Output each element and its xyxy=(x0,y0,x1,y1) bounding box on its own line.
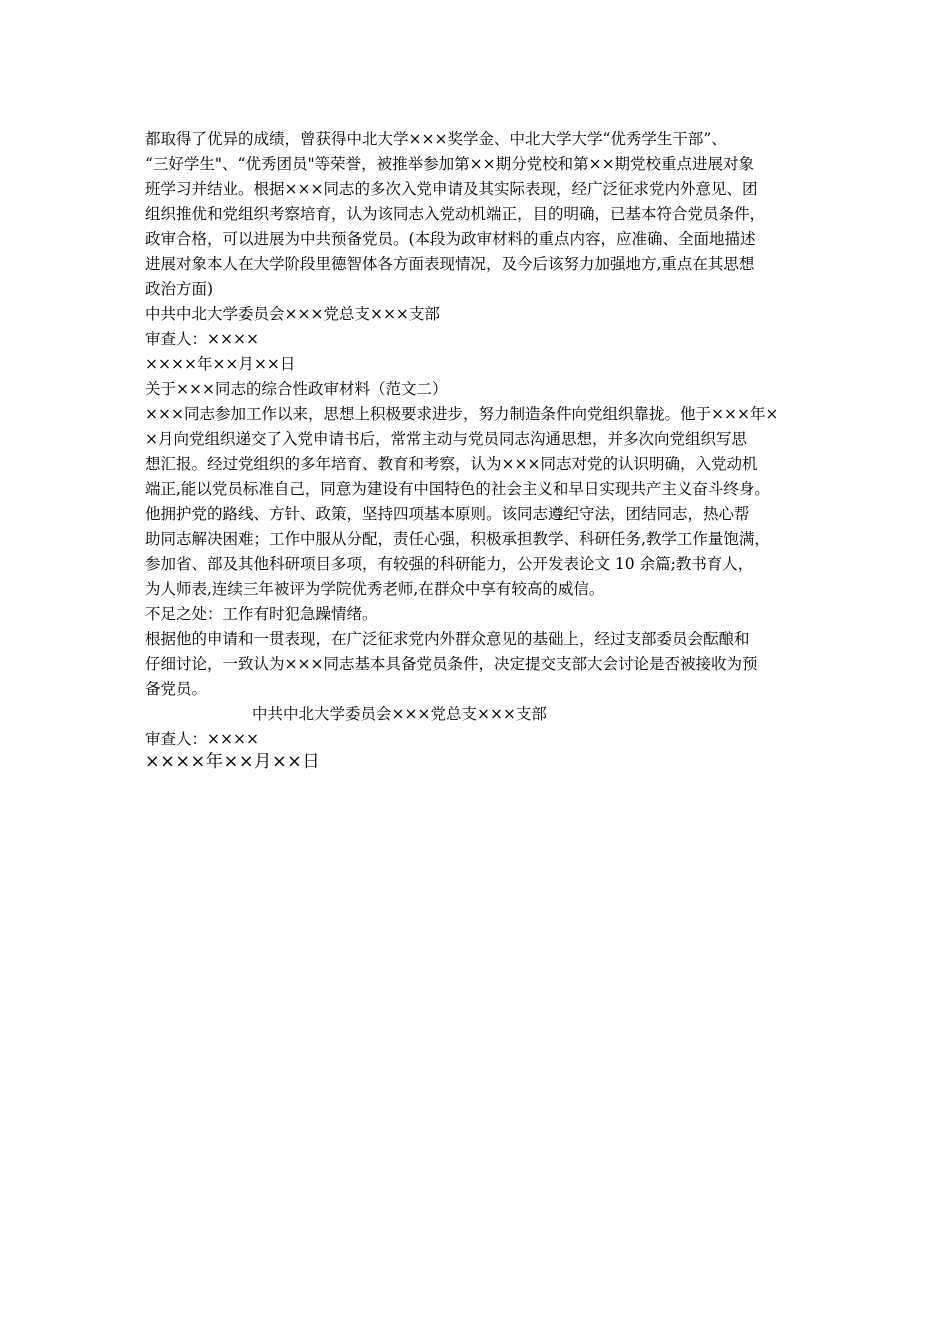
section-title: 关于×××同志的综合性政审材料（范文二） xyxy=(145,380,448,398)
date-line-2: ××××年××月××日 xyxy=(145,752,321,772)
paragraph-line-2: “三好学生"、“优秀团员"等荣誉，被推举参加第××期分党校和第××期党校重点进展对象 xyxy=(145,155,755,173)
paragraph-line-4: 组织推优和党组织考察培育，认为该同志入党动机端正，目的明确，已基本符合党员条件， xyxy=(145,205,766,223)
paragraph-line-5: 政审合格，可以进展为中共预备党员。(本段为政审材料的重点内容，应准确、全面地描述 xyxy=(145,230,756,248)
conclusion-line-1: 根据他的申请和一贯表现，在广泛征求党内外群众意见的基础上，经过支部委员会酝酿和 xyxy=(145,630,750,648)
body-line-5: 他拥护党的路线、方针、政策，坚持四项基本原则。该同志遵纪守法，团结同志，热心帮 xyxy=(145,505,750,523)
reviewer-line-2: 审查人：×××× xyxy=(145,730,259,748)
body-line-1: ×××同志参加工作以来，思想上积极要求进步，努力制造条件向党组织靠拢。他于×××年× xyxy=(145,405,779,423)
body-line-6: 助同志解决困难；工作中服从分配，责任心强，积极承担教学、科研任务,教学工作量饱满， xyxy=(145,530,770,548)
conclusion-line-3: 备党员。 xyxy=(145,680,208,698)
body-line-7: 参加省、部及其他科研项目多项，有较强的科研能力，公开发表论文 10 余篇;教书育人， xyxy=(145,555,754,573)
conclusion-line-2: 仔细讨论，一致认为×××同志基本具备党员条件，决定提交支部大会讨论是否被接收为预 xyxy=(145,655,758,673)
paragraph-line-3: 班学习并结业。根据×××同志的多次入党申请及其实际表现，经广泛征求党内外意见、团 xyxy=(145,180,758,198)
reviewer-line: 审查人：×××× xyxy=(145,330,259,348)
body-line-8: 为人师表,连续三年被评为学院优秀老师,在群众中享有较高的威信。 xyxy=(145,580,605,598)
paragraph-line-1: 都取得了优异的成绩，曾获得中北大学×××奖学金、中北大学大学“优秀学生干部”、 xyxy=(145,130,727,148)
date-line: ××××年××月××日 xyxy=(145,355,296,373)
paragraph-line-7: 政治方面) xyxy=(145,280,214,298)
signature-organization: 中共中北大学委员会×××党总支×××支部 xyxy=(145,305,440,323)
body-line-4: 端正,能以党员标准自己，同意为建设有中国特色的社会主义和早日实现共产主义奋斗终身。 xyxy=(145,480,770,498)
signature-organization-2: 中共中北大学委员会×××党总支×××支部 xyxy=(252,705,547,723)
body-line-3: 想汇报。经过党组织的多年培育、教育和考察，认为×××同志对党的认识明确，入党动机 xyxy=(145,455,758,473)
paragraph-line-6: 进展对象本人在大学阶段里德智体各方面表现情况，及今后该努力加强地方,重点在其思想 xyxy=(145,255,755,273)
body-line-2: ×月向党组织递交了入党申请书后，常常主动与党员同志沟通思想，并多次向党组织写思 xyxy=(145,430,747,448)
shortcoming-line: 不足之处：工作有时犯急躁情绪。 xyxy=(145,605,378,623)
